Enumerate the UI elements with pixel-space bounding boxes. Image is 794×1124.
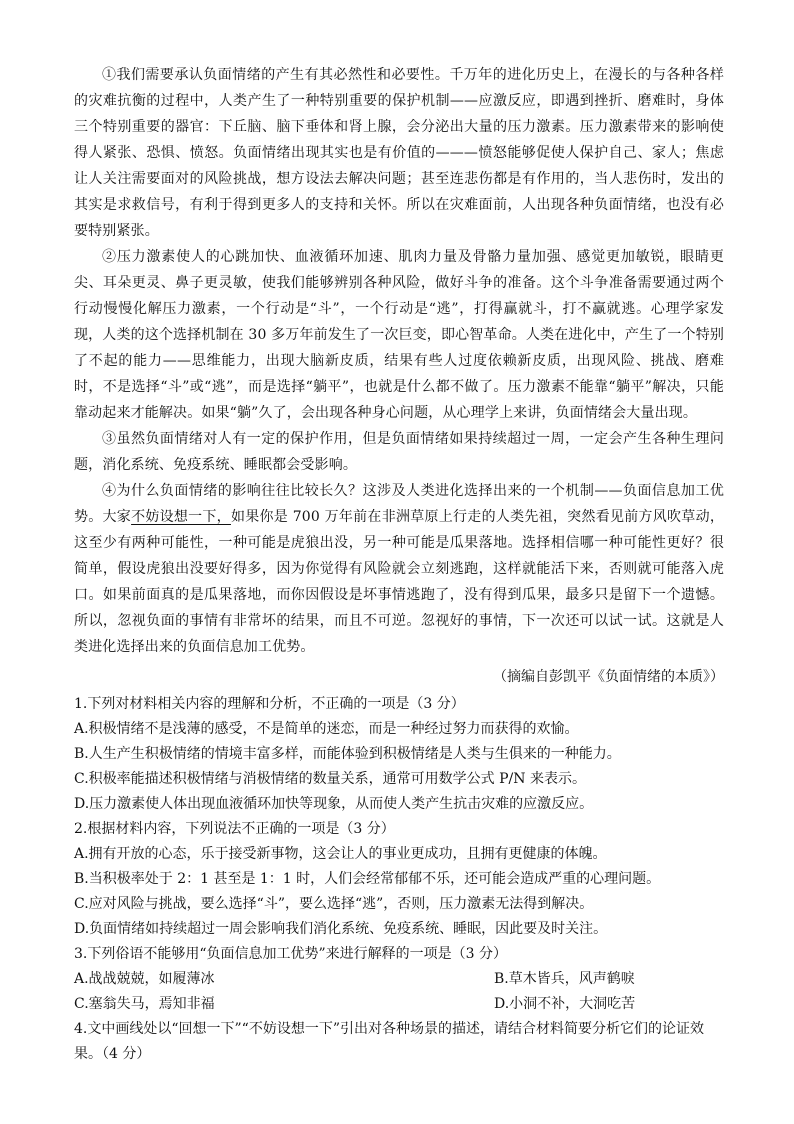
question-3-options-row-1 [74,967,724,992]
underlined-phrase: 不妨设想一下， [131,509,231,525]
question-3-option-c: C.塞翁失马，焉知非福 [74,996,215,1012]
source-citation: （摘编自彭凯平《负面情绪的本质》） [493,669,724,685]
question-2-stem: 2.根据材料内容，下列说法不正确的一项是（3 分） [74,821,395,837]
question-1-stem: 1.下列对材料相关内容的理解和分析，不正确的一项是（3 分） [74,696,465,712]
question-2-option-b: B.当积极率处于 2：1 甚至是 1：1 时，人们会经常郁郁不乐，还可能会造成严重的心理问题。 [74,871,661,887]
question-1 [74,692,724,817]
passage-paragraph-2: ②压力激素使人的心跳加快、血液循环加速、肌肉力量及骨骼力量加强、感觉更加敏锐，眼睛更尖、耳朵更灵、鼻子更灵敏，使我们能够辨别各种风险，做好斗争的准备。这个斗争准备需要通过两个行动慢慢化解压力激素，一个行动是“斗”，一个行动是“逃”，打得赢就斗，打不赢就逃。心理学家发现，人类的这个选择机制在 30 多万年前发生了一次巨变，即心智革命。人类在进化中，产生了一个特别了不起的能力——思维能力，出现大脑新皮质，结果有些人过度依赖新皮质，出现风险、挑战、磨难时，不是选择“斗”或“逃”，而是选择“躺平”，也就是什么都不做了。压力激素不能靠“躺平”解决，只能靠动起来才能解决。如果“躺”久了，会出现各种身心问题，从心理学上来讲，负面情绪会大量出现。 [74,249,724,421]
question-1-option-c: C.积极率能描述积极情绪与消极情绪的数量关系，通常可用数学公式 P/N 来表示。 [74,771,586,787]
question-2-option-a: A.拥有开放的心态，乐于接受新事物，这会让人的事业更成功，且拥有更健康的体魄。 [74,846,607,862]
question-3-option-d: D.小洞不补，大洞吃苦 [494,996,636,1012]
question-1-option-a: A.积极情绪不是浅薄的感受，不是简单的迷恋，而是一种经过努力而获得的欢愉。 [74,721,579,737]
question-3-option-a: A.战战兢兢，如履薄冰 [74,971,215,987]
passage-paragraph-1: ①我们需要承认负面情绪的产生有其必然性和必要性。千万年的进化历史上，在漫长的与各种各样的灾难抗衡的过程中，人类产生了一种特别重要的保护机制——应激反应，即遇到挫折、磨难时，身体三个特别重要的器官：下丘脑、脑下垂体和肾上腺，会分泌出大量的压力激素。压力激素带来的影响使得人紧张、恐惧、愤怒。负面情绪出现其实也是有价值的———愤怒能够促使人保护自己、家人；焦虑让人关注需要面对的风险挑战，想方设法去解决问题；甚至连悲伤都是有作用的，当人悲伤时，发出的其实是求救信号，有利于得到更多人的支持和关怀。所以在灾难面前，人出现各种负面情绪，也没有必要特别紧张。 [74,67,724,239]
passage-paragraph-3: ③虽然负面情绪对人有一定的保护作用，但是负面情绪如果持续超过一周，一定会产生各种生理问题，消化系统、免疫系统、睡眠都会受影响。 [74,431,724,473]
question-4 [74,1017,724,1067]
question-4-stem: 4.文中画线处以“回想一下”“不妨设想一下”引出对各种场景的描述，请结合材料简要分析它们的论证效果。（4 分） [74,1021,704,1062]
question-3-options-row-2 [74,992,724,1017]
question-1-option-b: B.人生产生积极情绪的情境丰富多样，而能体验到积极情绪是人类与生俱来的一种能力。 [74,746,621,762]
question-3 [74,942,724,1017]
passage-paragraph-4 [74,478,724,660]
exam-page [74,62,724,1067]
question-1-option-d: D.压力激素使人体出现血液循环加快等现象，从而使人类产生抗击灾难的应激反应。 [74,796,594,812]
paragraph-4-text-rest: 如果你是 700 万年前在非洲草原上行走的人类先祖，突然看见前方风吹草动，这至少有两种可能性，一种可能是虎狼出没，另一种可能是瓜果落地。选择相信哪一种可能性更好？很简单，假设虎狼出没要好得多，因为你觉得有风险就会立刻逃跑，这样就能活下来，否则就可能落入虎口。如果前面真的是瓜果落地，而你因假设是坏事情逃跑了，没有得到瓜果，最多只是留下一个遗憾。所以，忽视负面的事情有非常坏的结果，而且不可逆。忽视好的事情，下一次还可以试一试。这就是人类进化选择出来的负面信息加工优势。 [74,509,724,655]
question-2-option-d: D.负面情绪如持续超过一周会影响我们消化系统、免疫系统、睡眠，因此要及时关注。 [74,921,608,937]
question-2-option-c: C.应对风险与挑战，要么选择“斗”，要么选择“逃”，否则，压力激素无法得到解决。 [74,896,594,912]
paragraph-4-text-start: ④为什么负面情绪的影响往往比较长久？这涉及人类进化选择出来的一个机制——负面信息加工优势。大家 [74,483,724,525]
question-3-option-b: B.草木皆兵，风声鹤唳 [494,971,635,987]
question-2 [74,817,724,942]
question-3-stem: 3.下列俗语不能够用“负面信息加工优势”来进行解释的一项是（3 分） [74,946,508,962]
